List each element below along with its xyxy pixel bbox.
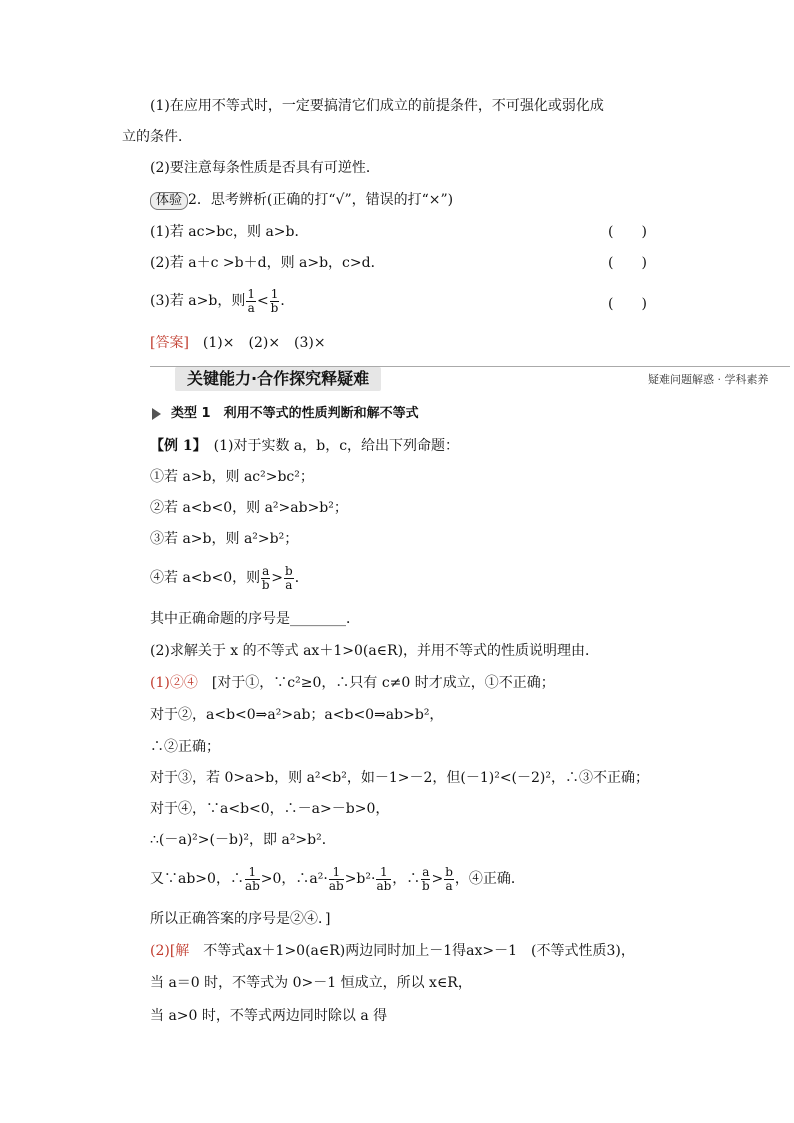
solution-line-3: ∴②正确； <box>150 739 220 755</box>
solution-line-11: 当 a>0 时，不等式两边同时除以 a 得 <box>150 1008 388 1024</box>
s7-part-e: ，④正确． <box>454 871 525 887</box>
fraction-denominator: b <box>270 300 279 315</box>
intro-line-2: 立的条件． <box>122 129 192 145</box>
experience-badge: 体验 <box>150 192 188 210</box>
section-right-label: 疑难问题解惑 · 学科素养 <box>648 373 769 386</box>
fraction-numerator: b <box>445 864 453 879</box>
fraction <box>245 866 260 893</box>
exp-item-2: (2)若 a＋c >b＋d，则 a>b，c>d． <box>150 255 385 271</box>
solution-2-label: (2)[解 <box>150 943 190 959</box>
question-2: (2)求解关于 x 的不等式 ax＋1>0(a∈R)，并用不等式的性质说明理由． <box>150 643 600 659</box>
exp-item-3 <box>150 286 294 316</box>
solution-line-1 <box>150 673 555 693</box>
fraction-numerator: b <box>285 563 293 578</box>
answer-text: (1)× (2)× (3)× <box>188 335 326 351</box>
proposition-2: ②若 a<b<0，则 a²>ab>b²； <box>150 500 348 516</box>
fraction <box>329 866 344 893</box>
answer-line <box>150 333 326 353</box>
intro-line-3: (2)要注意每条性质是否具有可逆性． <box>150 160 380 176</box>
fraction-numerator: a <box>422 864 430 879</box>
question-blank: 其中正确命题的序号是________． <box>150 611 360 627</box>
solution-line-5: 对于④，∵a<b<0，∴－a>－b>0， <box>150 801 390 817</box>
fraction <box>246 288 256 315</box>
type-heading <box>152 404 419 424</box>
fraction-numerator: 1 <box>376 866 391 880</box>
solution-line-6: ∴(－a)²>(－b)²，即 a²>b²． <box>150 832 336 848</box>
exp-item-2-paren: ( ) <box>608 255 647 271</box>
fraction <box>270 288 280 315</box>
example-intro-text: (1)对于实数 a，b，c，给出下列命题： <box>199 438 460 454</box>
experience-title: 2．思考辨析(正确的打“√”，错误的打“×”) <box>188 192 454 208</box>
fraction-numerator: 1 <box>270 286 279 301</box>
solution-answer: (1)②④ <box>150 675 198 691</box>
fraction-denominator: a <box>285 577 293 592</box>
exp-item-1: (1)若 ac>bc，则 a>b． <box>150 224 309 240</box>
fraction-denominator: ab <box>244 878 260 893</box>
exp-item-1-paren: ( ) <box>608 224 647 240</box>
experience-heading <box>150 190 453 210</box>
exp-item-3-paren: ( ) <box>608 296 647 312</box>
p4-prefix: ④若 a<b<0，则 <box>150 570 261 586</box>
punct: ． <box>280 293 295 309</box>
example-intro <box>150 436 459 456</box>
fraction <box>376 866 391 893</box>
triangle-icon <box>152 408 161 420</box>
fraction-denominator: b <box>422 878 430 893</box>
fraction-numerator: 1 <box>247 286 255 301</box>
fraction-denominator: a <box>247 300 255 315</box>
s7-part-a: 又∵ab>0，∴ <box>150 871 244 887</box>
fraction <box>444 866 454 893</box>
relation: < <box>256 293 269 309</box>
section-title: 关键能力·合作探究释疑难 <box>175 367 381 391</box>
fraction-denominator: ab <box>376 878 392 893</box>
fraction-numerator: 1 <box>329 866 344 880</box>
punct: ． <box>294 570 309 586</box>
solution-text-1: [对于①，∵c²≥0，∴只有 c≠0 时才成立，①不正确； <box>197 675 555 691</box>
fraction <box>284 565 294 592</box>
solution-line-4: 对于③，若 0>a>b，则 a²<b²，如－1>－2，但(－1)²<(－2)²，∴③不正确； <box>150 770 650 786</box>
type-label: 类型 1 利用不等式的性质判断和解不等式 <box>171 406 419 421</box>
example-label: 【例 1】 <box>150 438 200 454</box>
relation: > <box>431 871 444 887</box>
solution-line-2: 对于②，a<b<0⇒a²>ab；a<b<0⇒ab>b²， <box>150 707 444 723</box>
s7-part-d: ，∴ <box>392 871 421 887</box>
solution-line-8: 所以正确答案的序号是②④．] <box>150 911 331 927</box>
intro-line-1: (1)在应用不等式时，一定要搞清它们成立的前提条件，不可强化或弱化成 <box>150 98 604 114</box>
proposition-3: ③若 a>b，则 a²>b²； <box>150 531 299 547</box>
proposition-1: ①若 a>b，则 ac²>bc²； <box>150 469 314 485</box>
solution-line-9 <box>150 941 635 961</box>
answer-label: [答案] <box>150 335 189 351</box>
s7-part-c: >b²· <box>344 871 376 887</box>
fraction-denominator: b <box>261 577 270 592</box>
fraction <box>421 866 430 893</box>
fraction-denominator: ab <box>328 878 344 893</box>
fraction <box>261 565 270 592</box>
s7-part-b: >0，∴a²· <box>260 871 328 887</box>
fraction-numerator: 1 <box>245 866 260 880</box>
fraction-numerator: a <box>262 563 270 578</box>
solution-2-text: 不等式ax＋1>0(a∈R)两边同时加上－1得ax>－1 (不等式性质3)， <box>189 943 635 959</box>
proposition-4 <box>150 563 309 593</box>
solution-line-7 <box>150 864 525 894</box>
solution-line-10: 当 a＝0 时，不等式为 0>－1 恒成立，所以 x∈R， <box>150 975 472 991</box>
fraction-denominator: a <box>445 878 453 893</box>
relation: > <box>271 570 284 586</box>
exp-item-3-prefix: (3)若 a>b，则 <box>150 293 246 309</box>
